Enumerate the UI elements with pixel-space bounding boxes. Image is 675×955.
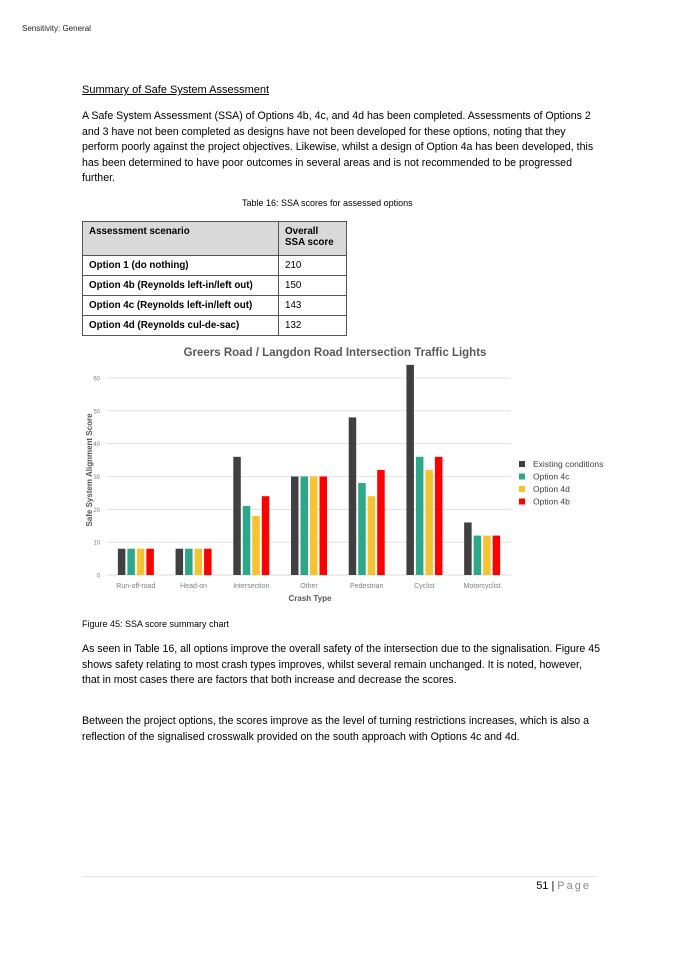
chart-title: Greers Road / Langdon Road Intersection Traffic Lights	[183, 347, 487, 359]
page-number: 51	[536, 880, 549, 892]
intro-paragraph: A Safe System Assessment (SSA) of Options 4b, 4c, and 4d has been completed. Assessments of Options 2 and 3 have not been completed as designs have not been developed for these options, noting that they perform poorly against the project objectives. Likewise, whilst a design of Option 4a has been developed, this has been determined to have poor outcomes in several areas and is not recommended to be progressed further.	[82, 110, 594, 184]
legend-swatch	[519, 474, 525, 480]
scenario-cell: Option 4d (Reynolds cul-de-sac)	[83, 316, 279, 336]
bar	[493, 536, 501, 575]
legend-swatch	[519, 461, 525, 467]
bar	[406, 365, 414, 575]
bar	[474, 536, 482, 575]
legend-swatch	[519, 499, 525, 505]
x-tick-label: Cyclist	[414, 583, 435, 590]
bar	[146, 549, 154, 575]
y-tick-label: 40	[93, 442, 100, 449]
scenario-cell: Option 1 (do nothing)	[83, 256, 279, 276]
legend-label: Option 4d	[533, 484, 570, 494]
score-cell: 143	[279, 296, 347, 316]
y-tick-label: 0	[96, 573, 100, 580]
x-tick-label: Motorcyclist	[463, 583, 501, 590]
x-tick-label: Head-on	[180, 583, 208, 590]
bar	[416, 457, 424, 575]
scenario-cell: Option 4c (Reynolds left-in/left out)	[83, 296, 279, 316]
bar	[291, 477, 299, 576]
y-tick-label: 50	[93, 409, 100, 416]
header-overall-ssa-score: Overall SSA score	[279, 222, 347, 256]
bar	[118, 549, 126, 575]
y-tick-label: 10	[93, 540, 100, 547]
bar	[185, 549, 193, 575]
header-assessment-scenario: Assessment scenario	[83, 222, 279, 256]
figure-caption: Figure 45: SSA score summary chart	[82, 619, 230, 629]
x-tick-label: Intersection	[233, 583, 270, 590]
bar	[320, 477, 328, 576]
bar	[176, 549, 184, 575]
x-tick-label: Run-off-road	[116, 583, 156, 590]
legend-label: Option 4b	[533, 496, 570, 507]
legend-label: Existing conditions	[533, 459, 604, 469]
page-footer	[536, 880, 591, 892]
bar	[435, 457, 443, 575]
table-caption: Table 16: SSA scores for assessed options	[242, 198, 413, 208]
bar	[252, 516, 259, 575]
page-separator: |	[551, 880, 555, 892]
paragraph-3: Between the project options, the scores improve as the level of turning restrictions increases, which is also a reflection of the signalised crosswalk provided on the south approach with Options 4c and 4d.	[82, 715, 589, 743]
x-tick-label: Pedestrian	[349, 583, 384, 590]
section-heading: Summary of Safe System Assessment	[82, 84, 270, 96]
chart-y-axis-label: Safe System Alignment Score	[85, 413, 94, 527]
bar	[204, 549, 212, 575]
bar	[301, 477, 309, 576]
bar	[233, 457, 241, 575]
sensitivity-label: Sensitivity: General	[22, 24, 91, 33]
scenario-cell: Option 4b (Reynolds left-in/left out)	[83, 276, 279, 296]
footer-divider	[82, 876, 597, 877]
bar	[377, 470, 385, 575]
y-tick-label: 30	[93, 475, 100, 481]
bar	[349, 417, 357, 575]
page-word: Page	[557, 880, 591, 892]
bar	[358, 483, 366, 575]
bar	[243, 506, 251, 575]
bar	[483, 536, 491, 575]
bar	[127, 549, 135, 575]
bar	[195, 549, 203, 575]
score-cell: 132	[279, 316, 347, 336]
bar	[425, 470, 433, 575]
y-tick-label: 60	[93, 376, 100, 383]
chart-x-axis-label: Crash Type	[288, 594, 332, 603]
legend-label: Option 4c	[533, 471, 570, 482]
x-tick-label: Other	[300, 583, 318, 590]
bar	[310, 477, 318, 576]
score-cell: 150	[279, 276, 347, 296]
bar	[137, 549, 145, 575]
legend-swatch	[519, 486, 525, 492]
paragraph-2: As seen in Table 16, all options improve the overall safety of the intersection due to the signalisation. Figure 45 shows safety relating to most crash types improves, whilst several remain unchanged. It is noted, however, that in most cases there are factors that both increase and decrease the scores.	[82, 643, 601, 686]
bar	[262, 496, 270, 575]
score-cell: 210	[279, 256, 347, 276]
y-tick-label: 20	[93, 507, 100, 514]
bar	[464, 522, 472, 575]
bar	[368, 496, 376, 575]
